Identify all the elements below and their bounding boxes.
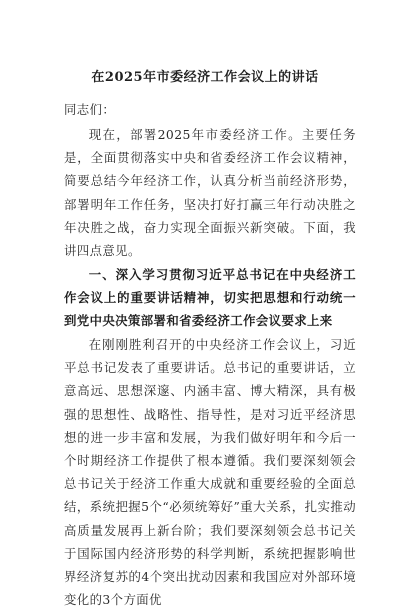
intro-paragraph: 现在，部署2025年市委经济工作。主要任务是，全面贯彻落实中央和省委经济工作会议精神，简要总结今年经济工作，认真分析当前经济形势，部署明年工作任务，坚决打好打赢三年行动决胜之年决胜之战，奋力实现全面振兴新突破。下面，我讲四点意见。 (64, 127, 356, 259)
salutation: 同志们： (64, 102, 116, 117)
section-body-paragraph: 在刚刚胜利召开的中央经济工作会议上，习近平总书记发表了重要讲话。总书记的重要讲话，立意高远、思想深邃、内涵丰富、博大精深，具有极强的思想性、战略性、指导性，是对习近平经济思想的进一步丰富和发展，为我们做好明年和今后一个时期经济工作提供了根本遵循。我们要深刻领会总书记关于经济工作重大成就和重要经验的全面总结，系统把握5个“必须统筹好”重大关系，扎实推动高质量发展再上新台阶；我们要深刻领会总书记关于国际国内经济形势的科学判断，系统把握影响世界经济复苏的4个突出扰动因素和我国应对外部环境变化的3个方面优 (64, 337, 356, 608)
document-title: 在2025年市委经济工作会议上的讲话 (91, 70, 319, 85)
section-heading: 一、深入学习贯彻习近平总书记在中央经济工作会议上的重要讲话精神，切实把思想和行动统一到党中央决策部署和省委经济工作会议要求上来 (64, 267, 356, 329)
